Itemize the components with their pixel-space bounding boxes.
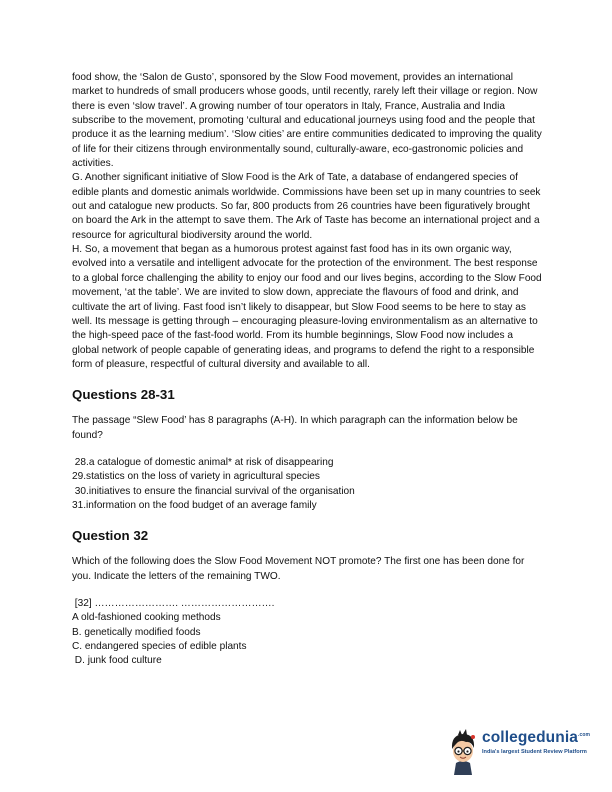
question-31: 31.information on the food budget of an average family — [72, 499, 317, 511]
logo-name: collegedunia — [482, 729, 578, 746]
option-d: D. junk food culture — [72, 655, 162, 667]
logo-suffix: .com — [577, 731, 591, 738]
questions-28-31-list — [72, 456, 542, 513]
question-32-instruction: Which of the following does the Slow Food Movement NOT promote? The first one has been done for you. Indicate the letters of the remaining TWO. — [72, 556, 525, 582]
question-29: 29.statistics on the loss of variety in agricultural species — [72, 471, 320, 483]
collegedunia-logo[interactable] — [446, 729, 606, 779]
option-b: B. genetically modified foods — [72, 626, 201, 638]
questions-28-31-instruction: The passage “Slew Food’ has 8 paragraphs (A-H). In which paragraph can the information below be found? — [72, 415, 518, 441]
option-c: C. endangered species of edible plants — [72, 641, 247, 652]
mascot-icon — [446, 729, 480, 775]
question-32-answer-area — [72, 597, 542, 669]
questions-28-31-heading: Questions 28-31 — [72, 387, 175, 403]
paragraph-g: G. Another significant initiative of Slow Food is the Ark of Tate, a database of endangered species of edible plants and domestic animals worldwide. Commissions have been set up in many countries to seek out and catalogue new products. So far, 800 products from 26 countries have been figuratively brought on board the Ark in the attempt to save them. The Ark of Taste has become an international project and a resource for agricultural biodiversity around the world. — [72, 172, 541, 241]
question-28: 28.a catalogue of domestic animal* at risk of disappearing — [72, 456, 334, 468]
question-30: 30.initiatives to ensure the financial survival of the organisation — [72, 485, 355, 497]
question-32-heading: Question 32 — [72, 528, 149, 544]
paragraph-f-continued: food show, the ‘Salon de Gusto’, sponsored by the Slow Food movement, provides an international market to hundreds of small producers whose goods, until recently, rarely left their village or region. Now there is even ‘slow travel’. A growing number of tour operators in Italy, France, Australia and India subscribe to the movement, promoting ‘cultural and educational journeys using food and the people that produce it as the learning medium’. ‘Slow cities’ are entire communities dedicated to improving the quality of life for their citizens through environmentally sound, culturally-aware, eco-gastronomic policies and activities. — [72, 72, 542, 170]
logo-wordmark — [482, 729, 590, 747]
passage-page — [72, 71, 542, 669]
answer-blank-32[interactable]: [32] ……………………. ………………………. — [72, 597, 275, 609]
option-a: A old-fashioned cooking methods — [72, 612, 221, 624]
logo-tagline: India's largest Student Review Platform — [482, 749, 587, 755]
paragraph-h: H. So, a movement that began as a humorous protest against fast food has in its own organic way, evolved into a versatile and intelligent advocate for the protection of the environment. The best response to a global force challenging the ability to enjoy our food and our lives begins, according to the Slow Food movement, ‘at the table’. We are invited to slow down, appreciate the flavours of food and drink, and cultivate the art of living. Fast food isn’t likely to disappear, but Slow Food seems to be here to stay as well. Its message is getting through – encouraging pleasure-loving environmentalism as an alternative to the high-speed pace of the fast-food world. From its humble beginnings, Slow Food now includes a global network of people capable of generating ideas, and programs to defend the right to a responsible form of pleasure, respectful of cultural diversity and available to all. — [72, 244, 542, 370]
